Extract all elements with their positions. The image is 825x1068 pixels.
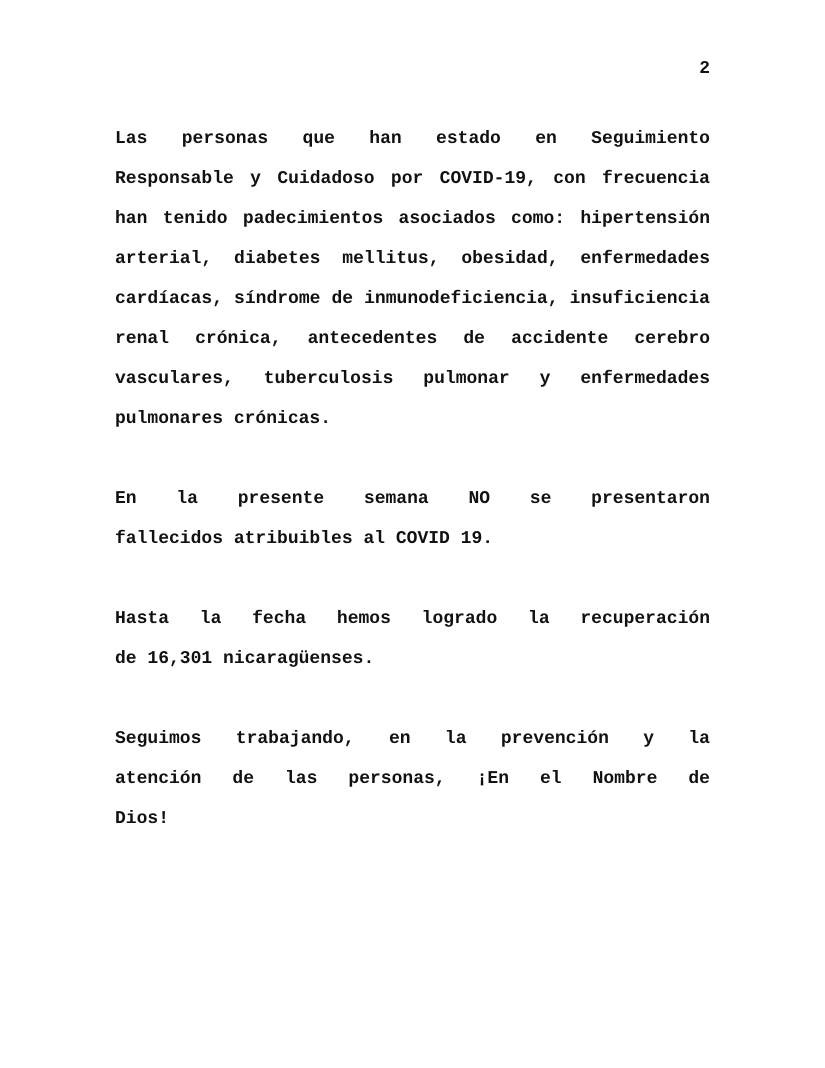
- paragraph-recoveries: [115, 599, 710, 679]
- text-line: En la presente semana NO se presentaron: [115, 489, 710, 509]
- text-line: vasculares, tuberculosis pulmonar y enfermedades: [115, 369, 710, 389]
- text-line: Las personas que han estado en Seguimiento: [115, 129, 710, 149]
- page-number: 2: [699, 59, 710, 79]
- text-line: pulmonares crónicas.: [115, 409, 332, 429]
- text-line: Seguimos trabajando, en la prevención y la: [115, 729, 710, 749]
- paragraph-comorbidities: [115, 119, 710, 439]
- text-line: de 16,301 nicaragüenses.: [115, 649, 375, 669]
- text-line: arterial, diabetes mellitus, obesidad, enfermedades: [115, 249, 710, 269]
- text-line: atención de las personas, ¡En el Nombre de: [115, 769, 710, 789]
- text-line: Responsable y Cuidadoso por COVID-19, con frecuencia: [115, 169, 710, 189]
- text-line: fallecidos atribuibles al COVID 19.: [115, 529, 494, 549]
- text-line: Hasta la fecha hemos logrado la recuperación: [115, 609, 710, 629]
- text-line: renal crónica, antecedentes de accidente cerebro: [115, 329, 710, 349]
- paragraph-closing: [115, 719, 710, 839]
- text-line: Dios!: [115, 809, 170, 829]
- text-line: cardíacas, síndrome de inmunodeficiencia, insuficiencia: [115, 289, 710, 309]
- text-line: han tenido padecimientos asociados como: hipertensión: [115, 209, 710, 229]
- paragraph-deaths: [115, 479, 710, 559]
